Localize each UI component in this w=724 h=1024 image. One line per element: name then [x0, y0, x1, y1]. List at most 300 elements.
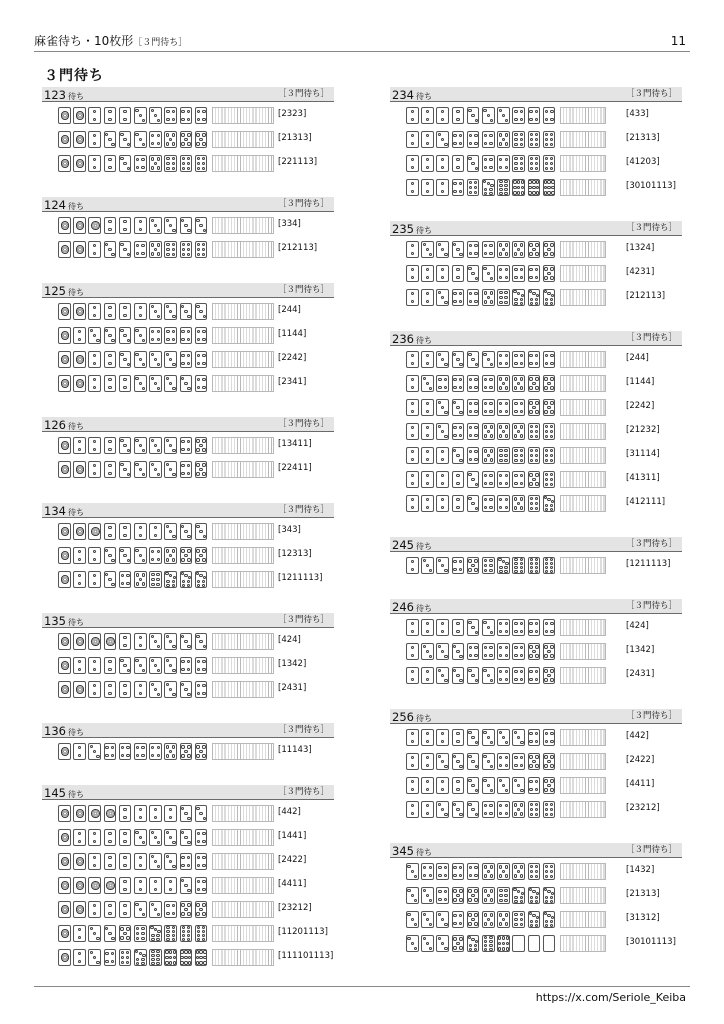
pip-icon [550, 386, 553, 389]
tile-5 [452, 935, 465, 952]
pip-icon [514, 410, 517, 413]
tile-slot-placeholder [560, 643, 606, 660]
pip-icon [505, 402, 508, 405]
tile-4 [467, 289, 480, 306]
pip-icon [550, 678, 553, 681]
pip-icon [441, 564, 444, 567]
pip-icon [551, 916, 554, 919]
pip-icon [429, 655, 432, 658]
pip-icon [514, 362, 517, 365]
pip-icon [438, 669, 441, 672]
pip-icon [426, 622, 429, 625]
tile-4 [497, 619, 510, 636]
group-name [392, 710, 432, 726]
pip-icon [545, 562, 548, 565]
pip-icon [426, 110, 429, 113]
pip-icon [545, 504, 548, 507]
pip-icon [411, 362, 414, 365]
pip-icon [426, 276, 429, 279]
pip-icon [459, 300, 462, 303]
hand-code: [21232] [626, 425, 660, 435]
tile-6 [528, 447, 541, 464]
pip-icon [407, 913, 410, 916]
tile-6 [543, 801, 556, 818]
pip-icon [547, 382, 550, 385]
pip-icon [441, 458, 444, 461]
pip-icon [411, 560, 414, 563]
pip-icon [550, 167, 553, 170]
tile-3 [406, 911, 419, 928]
pip-icon [487, 674, 490, 677]
hand-code: [30101113] [626, 181, 676, 191]
pip-icon [505, 243, 508, 246]
group-header [390, 331, 682, 346]
group-header [390, 537, 682, 552]
tile-4 [482, 495, 495, 512]
pip-icon [453, 937, 456, 940]
pip-icon [490, 765, 493, 768]
pip-icon [535, 167, 538, 170]
tile-3 [482, 107, 495, 124]
pip-icon [490, 458, 493, 461]
tile-slot-placeholder [560, 131, 606, 148]
pip-icon [514, 298, 517, 301]
pip-icon [514, 812, 517, 815]
pip-icon [426, 402, 429, 405]
pip-icon [474, 889, 477, 892]
pip-icon [490, 631, 493, 634]
pip-icon [545, 803, 548, 806]
pip-icon [545, 630, 548, 633]
pip-icon [469, 181, 472, 184]
tile-3 [467, 471, 480, 488]
pip-icon [535, 865, 538, 868]
tile-4 [467, 423, 480, 440]
pip-icon [411, 402, 414, 405]
pip-icon [535, 435, 538, 438]
pip-icon [484, 300, 487, 303]
pip-icon [520, 900, 523, 903]
pip-icon [474, 654, 477, 657]
pip-icon [474, 450, 477, 453]
page-footer [34, 986, 690, 1004]
tile-2 [421, 265, 434, 282]
tile-2 [421, 351, 434, 368]
pip-icon [520, 923, 523, 926]
pip-icon [550, 362, 553, 365]
pip-icon [426, 354, 429, 357]
pip-icon [535, 133, 538, 136]
pip-icon [459, 253, 462, 256]
pip-icon [532, 760, 535, 763]
pip-icon [484, 804, 487, 807]
hand-row [390, 107, 682, 125]
pip-icon [520, 896, 523, 899]
pip-icon [474, 402, 477, 405]
pip-icon [520, 562, 523, 565]
pip-icon [453, 874, 456, 877]
pip-icon [520, 402, 523, 405]
pip-icon [532, 650, 535, 653]
pip-icon [456, 894, 459, 897]
tile-slot-placeholder [560, 289, 606, 306]
pip-icon [530, 454, 533, 457]
pip-icon [499, 498, 502, 501]
hand-code: [424] [626, 621, 649, 631]
pip-icon [505, 865, 508, 868]
pip-icon [456, 780, 459, 783]
tile-5 [512, 863, 525, 880]
tile-6 [528, 863, 541, 880]
pip-icon [489, 936, 492, 939]
pip-icon [459, 190, 462, 193]
pip-icon [550, 755, 553, 758]
group-suffix: 待ち [415, 336, 432, 345]
pip-icon [456, 788, 459, 791]
group-tag: ［３門待ち］ [278, 419, 330, 429]
tile-7 [467, 935, 480, 952]
pip-icon [474, 386, 477, 389]
tile-slot-placeholder [560, 179, 606, 196]
pip-icon [545, 167, 548, 170]
pip-icon [411, 942, 414, 945]
pip-icon [530, 870, 533, 873]
group-tag: ［３門待ち］ [278, 787, 330, 797]
pip-icon [490, 425, 493, 428]
pip-icon [550, 276, 553, 279]
pip-icon [475, 277, 478, 280]
tile-9 [497, 935, 510, 952]
pip-icon [438, 874, 441, 877]
pip-icon [514, 167, 517, 170]
pip-icon [407, 865, 410, 868]
tile-2 [421, 495, 434, 512]
pip-icon [530, 562, 533, 565]
pip-icon [471, 478, 474, 481]
pip-icon [535, 298, 538, 301]
tile-6 [497, 887, 510, 904]
tile-2 [452, 155, 465, 172]
pip-icon [529, 678, 532, 681]
tile-2 [421, 777, 434, 794]
pip-icon [483, 779, 486, 782]
pip-icon [468, 353, 471, 356]
pip-icon [484, 244, 487, 247]
pip-icon [484, 812, 487, 815]
pip-icon [505, 158, 508, 161]
pip-icon [484, 889, 487, 892]
tile-5 [482, 911, 495, 928]
pip-icon [499, 377, 502, 380]
pip-icon [490, 300, 493, 303]
group-name [392, 222, 432, 238]
pip-icon [535, 566, 538, 569]
pip-icon [550, 764, 553, 767]
tile-slot-placeholder [560, 423, 606, 440]
pip-icon [550, 157, 553, 160]
pip-icon [444, 813, 447, 816]
tile-3 [482, 619, 495, 636]
pip-icon [468, 669, 471, 672]
pip-icon [505, 166, 508, 169]
pip-icon [550, 435, 553, 438]
hand-code: [11143] [278, 745, 312, 755]
pip-icon [536, 180, 539, 183]
pip-icon [441, 190, 444, 193]
pip-icon [505, 354, 508, 357]
tile-5 [512, 375, 525, 392]
pip-icon [484, 936, 487, 939]
pip-icon [514, 654, 517, 657]
pip-icon [499, 756, 502, 759]
pip-icon [469, 434, 472, 437]
pip-icon [504, 184, 507, 187]
pip-icon [520, 118, 523, 121]
pip-icon [423, 645, 426, 648]
pip-icon [475, 167, 478, 170]
pip-icon [545, 732, 548, 735]
group-number: 134 [44, 504, 66, 518]
hand-code: [424] [278, 635, 301, 645]
pip-icon [484, 559, 487, 562]
tile-4 [452, 911, 465, 928]
pip-icon [489, 646, 492, 649]
tile-2 [406, 619, 419, 636]
pip-icon [484, 378, 487, 381]
tile-slot-placeholder [560, 557, 606, 574]
pip-icon [550, 110, 553, 113]
tile-4 [452, 863, 465, 880]
tile-3 [406, 863, 419, 880]
tile-7 [528, 911, 541, 928]
pip-icon [474, 378, 477, 381]
pip-icon [484, 569, 487, 572]
pip-icon [550, 354, 553, 357]
group-number: 234 [392, 88, 414, 102]
pip-icon [483, 353, 486, 356]
pip-icon [411, 918, 414, 921]
tile-5 [497, 131, 510, 148]
pip-icon [514, 923, 517, 926]
tile-2 [406, 265, 419, 282]
pip-icon [520, 162, 523, 165]
pip-icon [459, 134, 462, 137]
tile-5 [482, 887, 495, 904]
pip-icon [474, 646, 477, 649]
pip-icon [529, 622, 532, 625]
pip-icon [504, 180, 507, 183]
pip-icon [535, 377, 538, 380]
pip-icon [426, 498, 429, 501]
pip-icon [530, 302, 533, 305]
tile-6 [512, 131, 525, 148]
pip-icon [545, 354, 548, 357]
group-header [390, 599, 682, 614]
pip-icon [550, 732, 553, 735]
pip-icon [505, 377, 508, 380]
pip-icon [505, 119, 508, 122]
tile-4 [482, 801, 495, 818]
pip-icon [499, 425, 502, 428]
pip-icon [444, 435, 447, 438]
pip-icon [520, 789, 523, 792]
pip-icon [544, 276, 547, 279]
pip-icon [426, 292, 429, 295]
pip-icon [520, 157, 523, 160]
pip-icon [489, 166, 492, 169]
pip-icon [514, 268, 517, 271]
tile-5 [543, 643, 556, 660]
tile-slot-placeholder [560, 495, 606, 512]
pip-icon [535, 110, 538, 113]
pip-icon [505, 678, 508, 681]
group-suffix: 待ち [415, 604, 432, 613]
pip-icon [474, 866, 477, 869]
tile-7 [543, 911, 556, 928]
pip-icon [411, 450, 414, 453]
pip-icon [468, 621, 471, 624]
pip-icon [456, 740, 459, 743]
pip-icon [545, 133, 548, 136]
pip-icon [530, 808, 533, 811]
pip-icon [535, 732, 538, 735]
pip-icon [459, 765, 462, 768]
tile-5 [543, 667, 556, 684]
pip-icon [504, 449, 507, 452]
pip-icon [441, 788, 444, 791]
pip-icon [530, 143, 533, 146]
pip-icon [529, 354, 532, 357]
tile-5 [512, 801, 525, 818]
pip-icon [529, 788, 532, 791]
pip-icon [483, 267, 486, 270]
pip-icon [474, 191, 477, 194]
pip-icon [505, 268, 508, 271]
pip-icon [426, 362, 429, 365]
pip-icon [456, 118, 459, 121]
tile-3 [436, 399, 449, 416]
pip-icon [547, 674, 550, 677]
tile-4 [452, 557, 465, 574]
pip-icon [499, 402, 502, 405]
pip-icon [530, 459, 533, 462]
group-number: 245 [392, 538, 414, 552]
pip-icon [459, 142, 462, 145]
pip-icon [514, 670, 517, 673]
tile-2 [421, 179, 434, 196]
pip-icon [550, 118, 553, 121]
pip-icon [514, 459, 517, 462]
pip-icon [529, 764, 532, 767]
group-header [390, 843, 682, 858]
tile-4 [482, 399, 495, 416]
pip-icon [453, 914, 456, 917]
pip-icon [459, 292, 462, 295]
hand-code: [2431] [278, 683, 307, 693]
pip-icon [514, 570, 517, 573]
tile-slot-placeholder [560, 351, 606, 368]
pip-icon [411, 812, 414, 815]
pip-icon [545, 813, 548, 816]
hand-code: [2341] [278, 377, 307, 387]
pip-icon [514, 764, 517, 767]
pip-icon [505, 922, 508, 925]
pip-icon [411, 292, 414, 295]
pip-icon [505, 386, 508, 389]
pip-icon [429, 569, 432, 572]
group-tag: ［３門待ち］ [278, 285, 330, 295]
tile-3 [512, 729, 525, 746]
tile-2 [436, 471, 449, 488]
tile-2 [436, 155, 449, 172]
tile-3 [467, 265, 480, 282]
pip-icon [505, 562, 508, 565]
tile-6 [528, 801, 541, 818]
pip-icon [550, 162, 553, 165]
pip-icon [444, 947, 447, 950]
hand-code: [21313] [278, 133, 312, 143]
pip-icon [502, 138, 505, 141]
pip-icon [426, 630, 429, 633]
pip-icon [535, 459, 538, 462]
pip-icon [520, 741, 523, 744]
pip-icon [517, 784, 520, 787]
pip-icon [459, 922, 462, 925]
pip-icon [453, 568, 456, 571]
pip-icon [520, 243, 523, 246]
pip-icon [550, 298, 553, 301]
pip-icon [505, 646, 508, 649]
pip-icon [505, 410, 508, 413]
pip-icon [545, 566, 548, 569]
tile-4 [512, 471, 525, 488]
tile-4 [452, 131, 465, 148]
pip-icon [550, 430, 553, 433]
hand-row [390, 351, 682, 369]
pip-icon [550, 143, 553, 146]
pip-icon [499, 622, 502, 625]
pip-icon [484, 646, 487, 649]
pip-icon [536, 186, 539, 189]
pip-icon [438, 898, 441, 901]
pip-icon [535, 870, 538, 873]
pip-icon [411, 354, 414, 357]
pip-icon [471, 736, 474, 739]
tile-4 [497, 351, 510, 368]
pip-icon [520, 459, 523, 462]
pip-icon [535, 502, 538, 505]
group-number: 235 [392, 222, 414, 236]
tile-2 [406, 753, 419, 770]
group-suffix: 待ち [67, 288, 84, 297]
tile-4 [528, 667, 541, 684]
pip-icon [529, 401, 532, 404]
pip-icon [469, 292, 472, 295]
pip-icon [535, 268, 538, 271]
tile-4 [467, 241, 480, 258]
pip-icon [411, 268, 414, 271]
pip-icon [545, 459, 548, 462]
pip-icon [438, 803, 441, 806]
tile-3 [436, 911, 449, 928]
pip-icon [544, 386, 547, 389]
tile-5 [482, 447, 495, 464]
tile-4 [512, 643, 525, 660]
group-tag: ［３門待ち］ [626, 539, 678, 549]
pip-icon [550, 920, 553, 923]
pip-icon [535, 276, 538, 279]
pip-icon [411, 498, 414, 501]
